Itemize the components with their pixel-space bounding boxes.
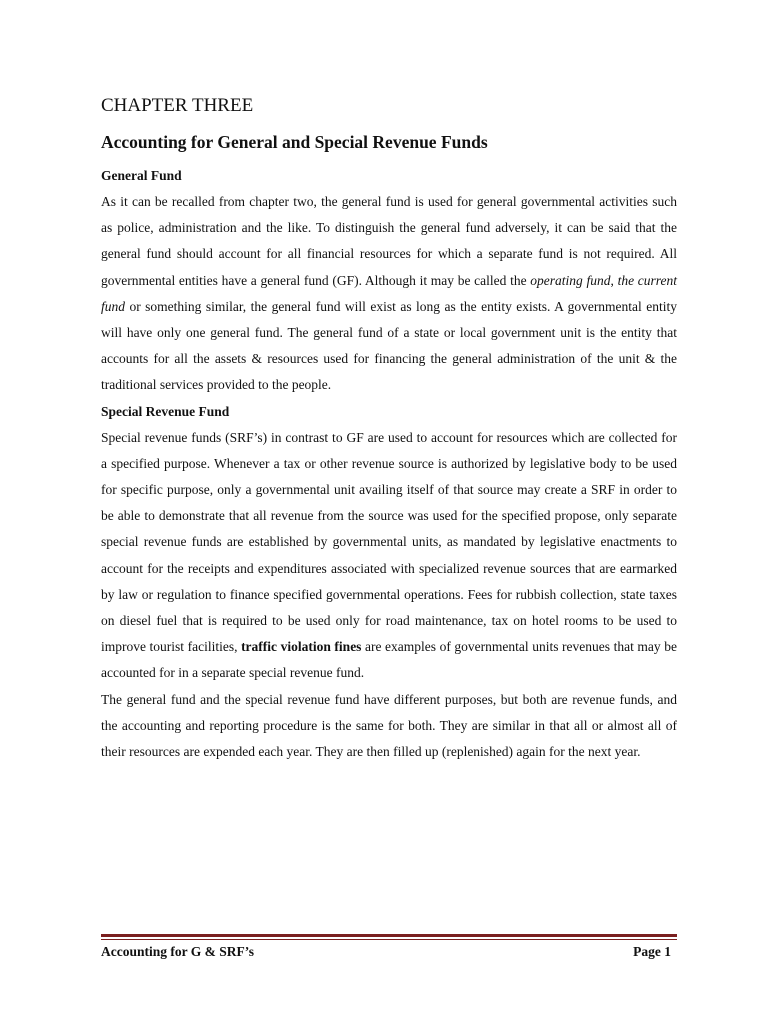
- italic-text-run: the current fund: [101, 272, 678, 314]
- footer-title: Accounting for G & SRF’s: [101, 944, 254, 959]
- chapter-title: Accounting for General and Special Revenue Funds: [101, 132, 488, 152]
- text-run: ,: [610, 272, 618, 288]
- footer-rule-thick: [101, 934, 677, 937]
- text-run: As it can be recalled from chapter two, the general fund is used for general governmental activities such as police, administration and the like. To distinguish the general fund adversely, it can be said that the general fund should account for all financial resources for which a separate fund is not required. All governmental entities have a general fund (GF). Although it may be called the: [101, 194, 677, 288]
- text-run: The general fund and the special revenue fund have different purposes, but both are revenue funds, and the accounting and reporting procedure is the same for both. They are similar in that all or almost all of their resources are expended each year. They are then filled up (replenished) again for the next year.: [101, 691, 677, 760]
- section-special-revenue-fund: [101, 399, 677, 766]
- italic-text-run: operating fund: [530, 272, 611, 288]
- footer-rule-thin: [101, 939, 677, 940]
- text-run: Special revenue funds (SRF’s) in contrast to GF are used to account for resources which are collected for a specified purpose. Whenever a tax or other revenue source is authorized by legislative body to be used for specific purpose, only a governmental unit availing itself of that source may create a SRF in order to be able to demonstrate that all revenue from the source was used for the specified propose, only separate special revenue funds are established by governmental units, as mandated by legislative enactments to account for the receipts and expenditures associated with specialized revenue sources that are earmarked by law or regulation to finance specified governmental operations. Fees for rubbish collection, state taxes on diesel fuel that is required to be used only for road maintenance, tax on hotel rooms to be used to improve tourist facilities,: [101, 429, 677, 655]
- section-general-fund: [101, 163, 677, 399]
- page-content: [101, 93, 677, 765]
- bold-text-run: traffic violation fines: [241, 639, 362, 655]
- section-heading: Special Revenue Fund: [101, 403, 230, 419]
- paragraph: [101, 687, 677, 766]
- section-heading: General Fund: [101, 168, 182, 183]
- page-footer: [101, 941, 677, 963]
- paragraph: [101, 189, 677, 399]
- page-number: Page 1: [633, 944, 671, 959]
- paragraph: [101, 425, 677, 687]
- text-run: or something similar, the general fund will exist as long as the entity exists. A governmental entity will have only one general fund. The general fund of a state or local government unit is the entity that accounts for all the assets & resources used for financing the general administration of the unit & the traditional services provided to the people.: [101, 298, 677, 393]
- chapter-heading: CHAPTER THREE: [101, 95, 254, 116]
- text-run: are examples of governmental units revenues that may be accounted for in a separate special revenue fund.: [101, 639, 677, 681]
